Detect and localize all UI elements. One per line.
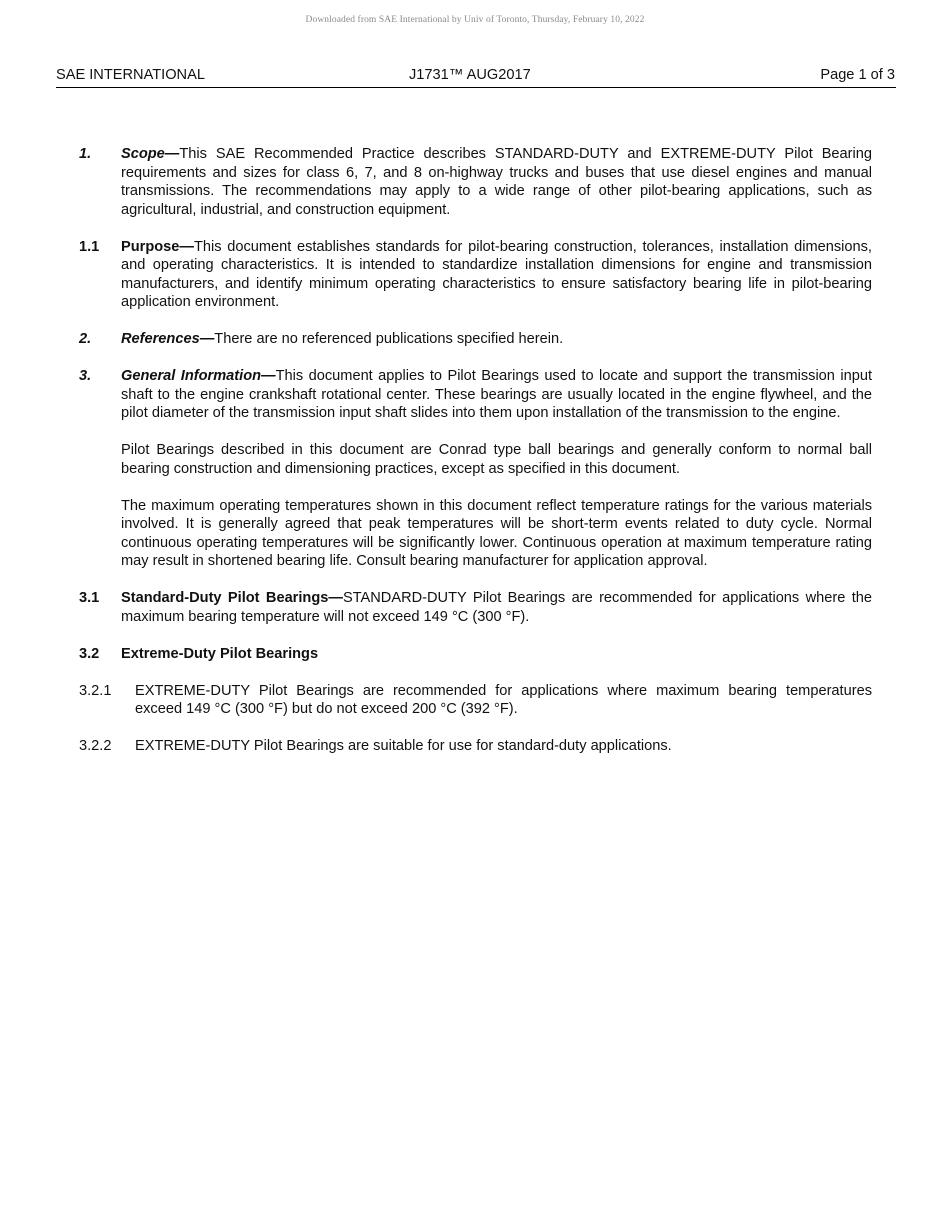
section-general-information <box>0 367 872 423</box>
section-number: 3.2.2 <box>79 738 112 754</box>
page-header <box>56 66 896 88</box>
section-title: Purpose— <box>121 238 194 255</box>
section-number: 3.2 <box>79 645 100 662</box>
section-title: Scope— <box>121 146 180 162</box>
section-text: STANDARD-DUTY Pilot Bearings are recommended for applications where the maximum bearing temperature will not exceed 149 °C (300 °F). <box>121 590 873 625</box>
general-information-paragraph: The maximum operating temperatures shown in this document reflect temperature ratings for the various materials involved. It is generally agreed that peak temperatures will be short-term events related to duty cycle. Normal continuous operating temperatures will be significantly lower. Continuous operation at maximum temperature rating may result in shortened bearing life. Consult bearing manufacturer for application approval. <box>121 497 872 569</box>
section-scope <box>0 145 872 219</box>
section-extreme-duty-2 <box>0 737 872 756</box>
section-title: References— <box>121 331 215 347</box>
section-text: This document applies to Pilot Bearings used to locate and support the transmission input shaft to the engine crankshaft rotational center. These bearings are usually located in the engine flywheel, and the pilot diameter of the transmission input shaft slides into them upon installation of the transmission to the engine. <box>121 368 872 421</box>
section-standard-duty <box>0 589 872 626</box>
header-organization: SAE INTERNATIONAL <box>56 67 205 83</box>
section-number: 3.1 <box>79 590 100 606</box>
header-page-number: Page 1 of 3 <box>820 67 895 83</box>
section-title: Extreme-Duty Pilot Bearings <box>121 645 319 662</box>
download-watermark: Downloaded from SAE International by Univ of Toronto, Thursday, February 10, 2022 <box>305 15 645 25</box>
section-number: 1. <box>79 146 92 162</box>
general-information-paragraph: Pilot Bearings described in this document are Conrad type ball bearings and generally conform to normal ball bearing construction and dimensioning practices, except as specified in this document. <box>121 442 872 477</box>
section-title: Standard-Duty Pilot Bearings— <box>121 590 343 606</box>
section-text: EXTREME-DUTY Pilot Bearings are suitable for use for standard-duty applications. <box>135 738 672 754</box>
section-number: 2. <box>79 331 92 347</box>
section-references <box>0 330 872 349</box>
section-extreme-duty <box>0 645 872 664</box>
section-text: This document establishes standards for pilot-bearing construction, tolerances, installation dimensions, and operating characteristics. It is intended to standardize installation dimensions for engine and transmission manufacturers, and identify minimum operating characteristics to ensure satisfactory bearing life in pilot-bearing application environment. <box>121 238 872 310</box>
section-number: 1.1 <box>79 238 100 255</box>
section-text: This SAE Recommended Practice describes STANDARD-DUTY and EXTREME-DUTY Pilot Bearing requirements and sizes for class 6, 7, and 8 on-highway trucks and buses that use diesel engines and manual transmissions. The recommendations may apply to a wide range of other pilot-bearing applications, such as agricultural, industrial, and construction equipment. <box>121 146 872 218</box>
section-number: 3. <box>79 368 92 384</box>
document-body <box>0 145 950 756</box>
section-text: EXTREME-DUTY Pilot Bearings are recommended for applications where maximum bearing temperatures exceed 149 °C (300 °F) but do not exceed 200 °C (392 °F). <box>135 682 872 717</box>
section-extreme-duty-1 <box>0 682 872 719</box>
header-document-id: J1731™ AUG2017 <box>409 67 531 83</box>
section-text: There are no referenced publications specified herein. <box>214 331 564 347</box>
section-purpose <box>0 238 872 312</box>
section-title: General Information— <box>121 368 276 384</box>
section-number: 3.2.1 <box>79 682 112 699</box>
